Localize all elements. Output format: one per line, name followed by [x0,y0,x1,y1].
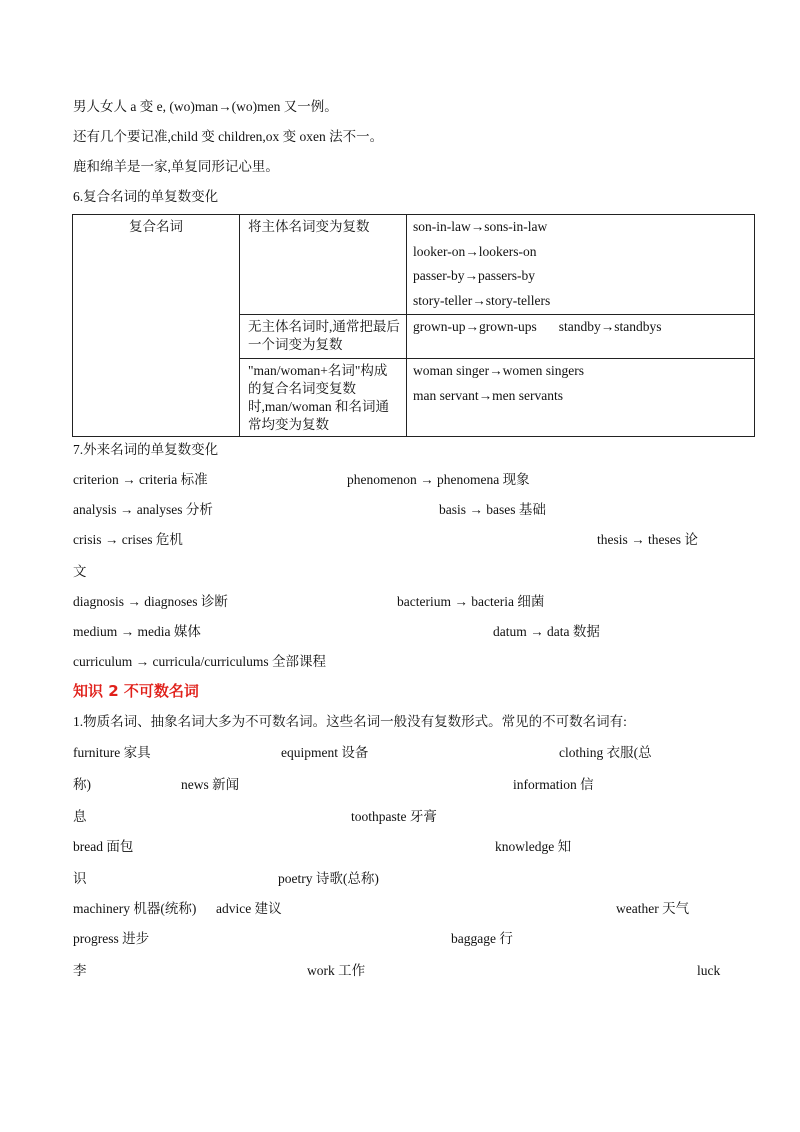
word-machinery: machinery 机器(统称) [73,901,197,916]
word-bread: bread 面包 [73,839,134,854]
foreign-thesis-wrap: 文 [73,564,87,579]
table-header-cell: 复合名词 [73,215,240,437]
word-equipment: equipment 设备 [281,745,369,760]
word-progress: progress 进步 [73,931,150,946]
foreign-medium: medium → media 媒体 [73,624,201,639]
rule-cell-3: "man/woman+名词"构成的复合名词变复数时,man/woman 和名词通常均变为复数 [240,359,407,437]
word-knowledge-wrap: 识 [73,871,87,886]
intro-line-1: 男人女人 a 变 e, (wo)man→(wo)men 又一例。 [73,99,338,114]
example-item: grown-up→grown-ups [413,319,537,334]
example-cell-2 [407,315,755,359]
example-item: looker-on→lookers-on [413,243,537,259]
rule-cell-1: 将主体名词变为复数 [240,215,407,315]
word-baggage-wrap: 李 [73,963,87,978]
section-7-title: 7.外来名词的单复数变化 [73,442,219,457]
word-news: news 新闻 [181,777,240,792]
compound-noun-table [72,214,755,437]
example-cell-1 [407,215,755,315]
intro-line-2: 还有几个要记准,child 变 children,ox 变 oxen 法不一。 [73,129,384,144]
word-weather: weather 天气 [616,901,690,916]
word-knowledge: knowledge 知 [495,839,572,854]
word-clothing-wrap: 称) [73,777,91,792]
word-information-wrap: 息 [73,809,87,824]
foreign-basis: basis → bases 基础 [439,502,546,517]
word-information: information 信 [513,777,594,792]
word-clothing: clothing 衣服(总 [559,745,652,760]
word-furniture: furniture 家具 [73,745,151,760]
uncountable-intro: 1.物质名词、抽象名词大多为不可数名词。这些名词一般没有复数形式。常见的不可数名词有: [73,714,627,729]
foreign-datum: datum → data 数据 [493,624,600,639]
foreign-diagnosis: diagnosis → diagnoses 诊断 [73,594,228,609]
example-item: story-teller→story-tellers [413,292,551,308]
word-toothpaste: toothpaste 牙膏 [351,809,437,824]
word-luck: luck [697,963,721,978]
knowledge-2-heading: 知识 2 不可数名词 [73,682,199,700]
example-item: man servant→men servants [413,387,563,403]
word-baggage: baggage 行 [451,931,513,946]
word-poetry: poetry 诗歌(总称) [278,871,379,886]
foreign-curriculum: curriculum → curricula/curriculums 全部课程 [73,654,327,669]
section-6-title: 6.复合名词的单复数变化 [73,189,219,204]
foreign-bacterium: bacterium → bacteria 细菌 [397,594,545,609]
foreign-phenomenon: phenomenon → phenomena 现象 [347,472,530,487]
intro-line-3: 鹿和绵羊是一家,单复同形记心里。 [73,159,279,174]
foreign-criterion: criterion → criteria 标准 [73,472,208,487]
word-advice: advice 建议 [216,901,282,916]
example-item: passer-by→passers-by [413,268,535,283]
example-item: standby→standbys [558,319,662,334]
example-cell-3 [407,359,755,437]
foreign-crisis: crisis → crises 危机 [73,532,183,547]
example-item: son-in-law→sons-in-law [413,219,548,234]
foreign-thesis: thesis → theses 论 [597,532,698,547]
foreign-analysis: analysis → analyses 分析 [73,502,213,517]
rule-cell-2: 无主体名词时,通常把最后一个词变为复数 [240,315,407,359]
word-work: work 工作 [307,963,366,978]
example-item: woman singer→women singers [413,363,584,378]
